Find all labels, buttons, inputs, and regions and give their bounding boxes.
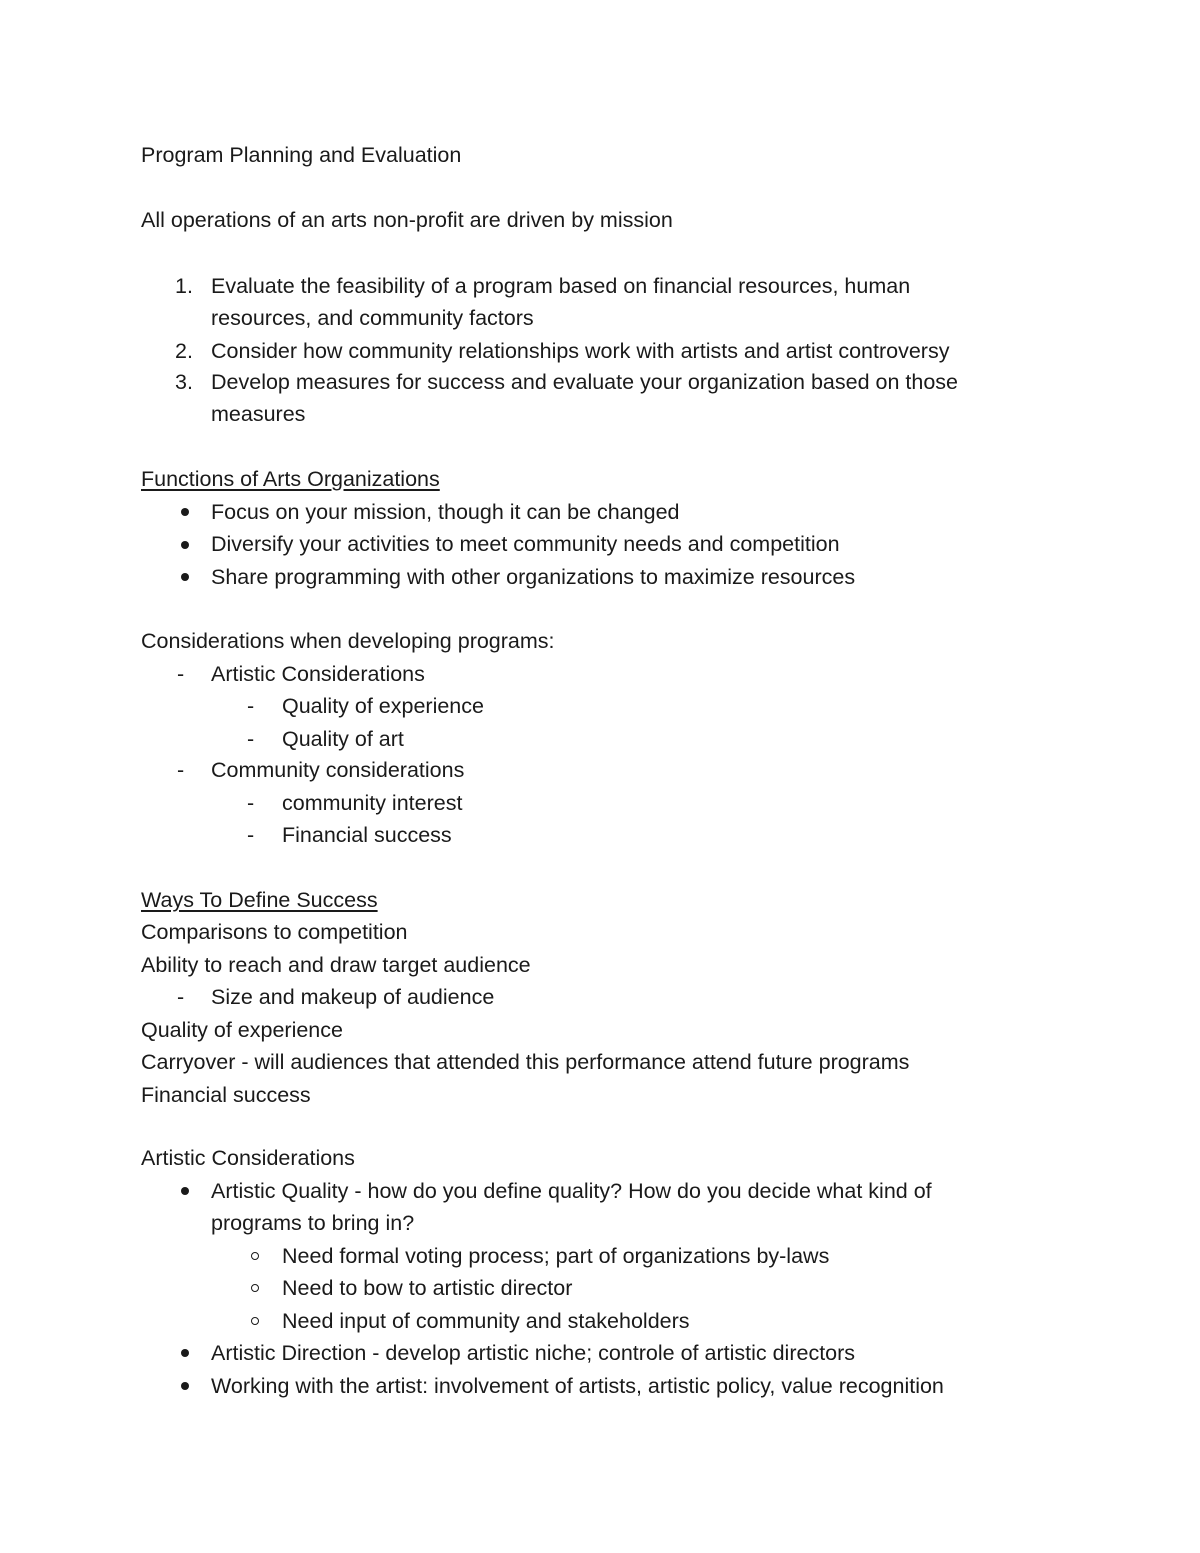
bullet-dot: [181, 1187, 189, 1195]
list-item: programs to bring in?: [211, 1211, 415, 1235]
list-item: Working with the artist: involvement of artists, artistic policy, value recognition: [211, 1374, 944, 1398]
list-item: Artistic Quality - how do you define quality? How do you decide what kind of: [211, 1179, 932, 1203]
functions-heading: Functions of Arts Organizations: [141, 467, 440, 491]
list-item: Share programming with other organizations to maximize resources: [211, 565, 856, 589]
list-item-text: Develop measures for success and evaluate your organization based on those: [211, 370, 958, 394]
list-item: Artistic Direction - develop artistic niche; controle of artistic directors: [211, 1341, 856, 1365]
dash-marker: -: [247, 694, 255, 718]
list-item-text: Consider how community relationships work with artists and artist controversy: [211, 339, 950, 363]
bullet-ring: [251, 1252, 259, 1260]
success-line: Financial success: [141, 1083, 311, 1107]
intro-text: All operations of an arts non-profit are driven by mission: [141, 208, 673, 232]
list-item: Community considerations: [211, 758, 465, 782]
sub-list-item: Need formal voting process; part of organizations by-laws: [282, 1244, 830, 1268]
considerations-heading: Considerations when developing programs:: [141, 629, 555, 653]
page-title: Program Planning and Evaluation: [141, 143, 462, 167]
success-line: Comparisons to competition: [141, 920, 408, 944]
dash-marker: -: [247, 823, 255, 847]
dash-marker: -: [177, 662, 185, 686]
list-item: Focus on your mission, though it can be changed: [211, 500, 680, 524]
sub-list-item: Quality of experience: [282, 694, 484, 718]
sub-list-item: Financial success: [282, 823, 452, 847]
bullet-dot: [181, 508, 189, 516]
sub-list-item: Need input of community and stakeholders: [282, 1309, 690, 1333]
sub-list-item: community interest: [282, 791, 463, 815]
success-heading: Ways To Define Success: [141, 888, 378, 912]
bullet-dot: [181, 541, 189, 549]
bullet-dot: [181, 1349, 189, 1357]
success-line: Carryover - will audiences that attended this performance attend future programs: [141, 1050, 910, 1074]
list-number: 2.: [175, 339, 193, 363]
dash-marker: -: [177, 758, 185, 782]
list-number: 1.: [175, 274, 193, 298]
bullet-dot: [181, 573, 189, 581]
artistic-heading: Artistic Considerations: [141, 1146, 355, 1170]
list-item-text: resources, and community factors: [211, 306, 534, 330]
dash-marker: -: [247, 727, 255, 751]
dash-marker: -: [247, 791, 255, 815]
list-item: Diversify your activities to meet community needs and competition: [211, 532, 840, 556]
success-line: Ability to reach and draw target audience: [141, 953, 531, 977]
dash-marker: -: [177, 985, 185, 1009]
sub-list-item: Size and makeup of audience: [211, 985, 495, 1009]
bullet-ring: [251, 1284, 259, 1292]
list-item: Artistic Considerations: [211, 662, 425, 686]
sub-list-item: Quality of art: [282, 727, 404, 751]
bullet-dot: [181, 1382, 189, 1390]
bullet-ring: [251, 1317, 259, 1325]
list-number: 3.: [175, 370, 193, 394]
sub-list-item: Need to bow to artistic director: [282, 1276, 573, 1300]
list-item-text: Evaluate the feasibility of a program based on financial resources, human: [211, 274, 911, 298]
success-line: Quality of experience: [141, 1018, 343, 1042]
list-item-text: measures: [211, 402, 306, 426]
